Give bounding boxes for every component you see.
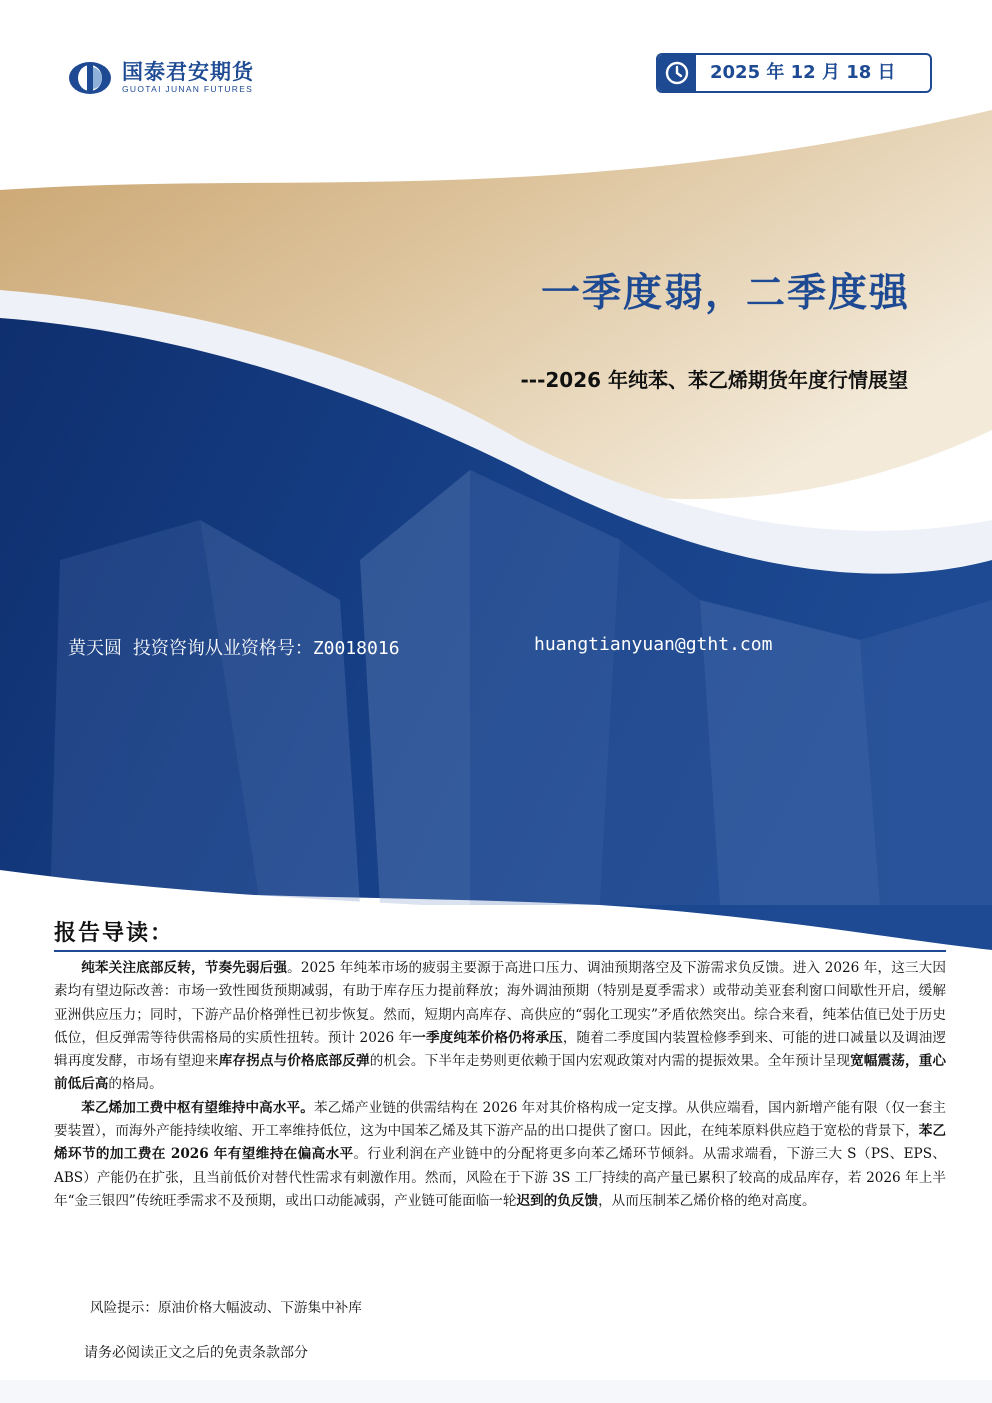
- report-date: 2025 年 12 月 18 日: [710, 62, 896, 83]
- benzene-lead: 纯苯关注底部反转，节奏先弱后强: [81, 960, 288, 976]
- styrene-text-2: 。行业利润在产业链中的分配将更多向苯乙烯环节倾斜。从需求端看，下游三大 S（PS、EPS、ABS）产能仍在扩张，且当前低价对替代性需求有刺激作用。然而，风险在于下游 3S 工厂持续的高产量已累积了较高的成品库存，若 2026 年上半年“金三银四”传统旺季需求不及预期，或出口动能减弱，产业链可能面临一轮: [54, 1146, 946, 1209]
- benzene-bold-3: 宽幅震荡，重心前低后高: [54, 1053, 947, 1093]
- brand-logo: [68, 60, 254, 95]
- report-title: 一季度弱，二季度强: [540, 271, 910, 316]
- risk-note: 风险提示：原油价格大幅波动、下游集中补库: [90, 1300, 362, 1316]
- benzene-text-3: 的机会。下半年走势则更依赖于国内宏观政策对内需的提振效果。全年预计呈现: [369, 1053, 851, 1070]
- date-badge: [656, 53, 932, 93]
- guide-body: [54, 957, 946, 1213]
- styrene-bold-2: 迟到的负反馈: [516, 1192, 599, 1209]
- date-tab: [658, 55, 696, 91]
- benzene-text-1: 。2025 年纯苯市场的疲弱主要源于高进口压力、调油预期落空及下游需求负反馈。进入 2026 年，这三大因素均有望边际改善：市场一致性囤货预期减弱，有助于库存压力提前释放；海外调油预期（特别是夏季需求）或带动美亚套利窗口间歇性开启，缓解亚洲供应压力；同时，下游产品价格弹性已初步恢复。然而，短期内高库存、高供应的“弱化工现实”矛盾依然突出。综合来看，纯苯估值已处于历史低位，但反弹需等待供需格局的实质性扭转。预计 2026 年: [54, 960, 947, 1046]
- styrene-text-3: ，从而压制苯乙烯价格的绝对高度。: [598, 1192, 816, 1209]
- benzene-text-4: 的格局。: [108, 1076, 163, 1093]
- benzene-bold-2: 库存拐点与价格底部反弹: [218, 1053, 370, 1070]
- author-email[interactable]: huangtianyuan@gtht.com: [534, 634, 773, 655]
- disclaimer-note: 请务必阅读正文之后的免责条款部分: [84, 1345, 308, 1361]
- styrene-bold-1: 苯乙烯环节的加工费在 2026 年有望维持在偏高水平: [54, 1123, 946, 1163]
- author-line: 黄天圆 投资咨询从业资格号：Z0018016: [68, 638, 400, 659]
- styrene-text-1: 苯乙烯产业链的供需结构在 2026 年对其价格构成一定支撑。从供应端看，国内新增产能有限（仅一套主要装置），而海外产能持续收缩、开工率维持低位，这为中国苯乙烯及其下游产品的出口提供了窗口。因此，在纯苯原料供应趋于宽松的背景下，: [54, 1099, 947, 1140]
- guide-heading: 报告导读：: [54, 921, 175, 946]
- report-subtitle: ---2026 年纯苯、苯乙烯期货年度行情展望: [520, 368, 908, 392]
- benzene-text-2: ，随着二季度国内装置检修季到来、可能的进口减量以及调油逻辑再度发酵，市场有望迎来: [54, 1029, 946, 1070]
- paragraph-benzene: [54, 957, 946, 1097]
- brand-name-cn: 国泰君安期货: [122, 60, 254, 84]
- paragraph-styrene: [54, 1097, 946, 1213]
- benzene-bold-1: 一季度纯苯价格仍将承压: [412, 1029, 563, 1046]
- logo-icon: [68, 61, 112, 95]
- brand-name-en: GUOTAI JUNAN FUTURES: [122, 84, 254, 94]
- styrene-lead: 苯乙烯加工费中枢有望维持中高水平。: [81, 1099, 314, 1116]
- clock-icon: [658, 55, 696, 91]
- guide-divider: [54, 950, 946, 952]
